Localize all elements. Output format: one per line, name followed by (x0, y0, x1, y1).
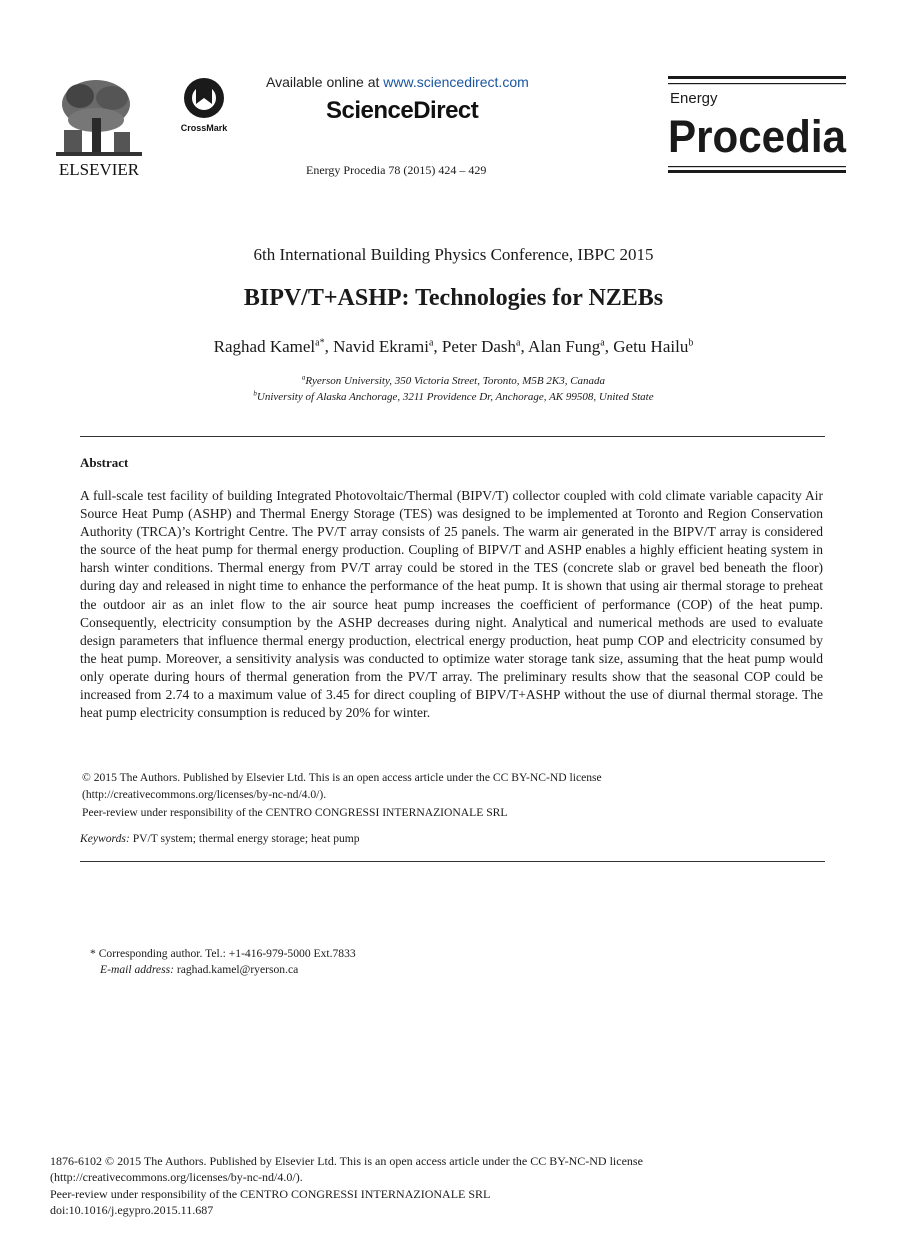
keywords (80, 832, 360, 845)
footer-peer-review: Peer-review under responsibility of the CENTRO CONGRESSI INTERNAZIONALE SRL (50, 1187, 491, 1201)
email-address[interactable]: raghad.kamel@ryerson.ca (173, 963, 299, 976)
peer-review-note: Peer-review under responsibility of the CENTRO CONGRESSI INTERNAZIONALE SRL (82, 806, 508, 819)
author-name: Getu Hailu (613, 337, 689, 356)
divider-bottom (80, 861, 825, 862)
author-separator: , (520, 337, 529, 356)
email-label: E-mail address: (100, 963, 174, 976)
footer-issn-copyright: 1876-6102 © 2015 The Authors. Published by Elsevier Ltd. This is an open access article under the CC BY-NC-ND license (50, 1154, 643, 1168)
author-name: Navid Ekrami (333, 337, 429, 356)
author-separator: , (604, 337, 614, 356)
corresponding-author: * Corresponding author. Tel.: +1-416-979-5000 Ext.7833 (90, 947, 356, 960)
affiliation-mark: a (301, 373, 306, 382)
procedia-logo-big: Procedia (668, 111, 847, 162)
elsevier-tree-icon (50, 74, 148, 182)
affiliation-b (0, 391, 907, 403)
affiliation-mark: b (253, 389, 257, 398)
abstract-heading: Abstract (80, 455, 129, 470)
author-list (0, 337, 907, 357)
procedia-logo-small: Energy (670, 90, 718, 107)
author-affil-mark: a (516, 337, 521, 349)
divider-top (80, 436, 825, 437)
available-online-line (266, 74, 529, 90)
author-affil-mark: a (600, 337, 605, 349)
affiliation-text: Ryerson University, 350 Victoria Street, Toronto, M5B 2K3, Canada (305, 375, 606, 387)
author-name: Peter Dash (441, 337, 517, 356)
affiliation-text: University of Alaska Anchorage, 3211 Providence Dr, Anchorage, AK 99508, United State (256, 391, 654, 403)
elsevier-logo-text: ELSEVIER (58, 160, 140, 179)
sciencedirect-wordmark: ScienceDirect (326, 97, 479, 124)
crossmark-label: CrossMark (180, 123, 228, 133)
conference-name: 6th International Building Physics Conference, IBPC 2015 (253, 245, 654, 264)
journal-reference: Energy Procedia 78 (2015) 424 – 429 (306, 163, 487, 177)
author-name: Raghad Kamel (213, 337, 316, 356)
email-line (100, 963, 298, 976)
procedia-logo-graphic (668, 74, 848, 178)
keywords-label: Keywords: (80, 832, 130, 845)
author-separator: , (324, 337, 334, 356)
author-affil-mark: a* (315, 337, 325, 349)
energy-procedia-logo (668, 74, 848, 178)
author-separator: , (433, 337, 442, 356)
footer-license-link[interactable]: (http://creativecommons.org/licenses/by-nc-nd/4.0/). (50, 1170, 303, 1184)
license-link[interactable]: (http://creativecommons.org/licenses/by-nc-nd/4.0/). (82, 788, 327, 801)
author-affil-mark: a (428, 337, 434, 349)
footer-doi[interactable]: doi:10.1016/j.egypro.2015.11.687 (50, 1203, 214, 1217)
crossmark-icon (176, 74, 234, 136)
elsevier-logo (50, 74, 148, 182)
author-affil-mark: b (688, 337, 694, 349)
keywords-text: PV/T system; thermal energy storage; heat pump (129, 832, 360, 845)
author-name: Alan Fung (528, 337, 601, 356)
copyright-notice: © 2015 The Authors. Published by Elsevier Ltd. This is an open access article under the CC BY-NC-ND license (82, 771, 602, 784)
crossmark-logo[interactable] (176, 74, 234, 136)
abstract-body: A full-scale test facility of building Integrated Photovoltaic/Thermal (BIPV/T) collector coupled with cold climate variable capacity Air Source Heat Pump (ASHP) and Thermal Energy Storage (TES) was designed to be implemented at Toronto and Region Conservation Authority (TRCA)’s Kortright Centre. The PV/T array consists of 25 panels. The warm air generated in the BIPV/T array is considered the source of the heat pump for thermal energy production. Coupling of BIPV/T and ASHP enables a highly efficient heating system in harsh winter conditions. Thermal energy from PV/T array could be stored in the TES (concrete slab or gravel bed beneath the floor) during day and released in night time to enhance the performance of the heat pump. It is shown that using air thermal storage to preheat the outdoor air as an inlet flow to the air source heat pump increases the coefficient of performance (COP) of the heat pump. Consequently, electricity consumption by the ASHP decreases during night. Analytical and numerical methods are used to evaluate design parameters that influence thermal energy production, electrical energy production, heat pump COP and electricity consumed by the heat pump. Moreover, a sensitivity analysis was conducted to optimize water storage tank size, assuming that the heat pump would only operate during hours of thermal generation from the PV/T array. The preliminary results show that the seasonal COP could be increased from 2.74 to a maximum value of 3.45 for direct coupling of BIPV/T+ASHP without the use of diurnal thermal storage. The heat pump electricity consumption is reduced by 20% for winter. (80, 488, 823, 721)
available-prefix: Available online at (266, 74, 384, 90)
affiliation-a (0, 375, 907, 387)
paper-title: BIPV/T+ASHP: Technologies for NZEBs (243, 285, 664, 311)
sciencedirect-link[interactable]: www.sciencedirect.com (383, 74, 529, 90)
